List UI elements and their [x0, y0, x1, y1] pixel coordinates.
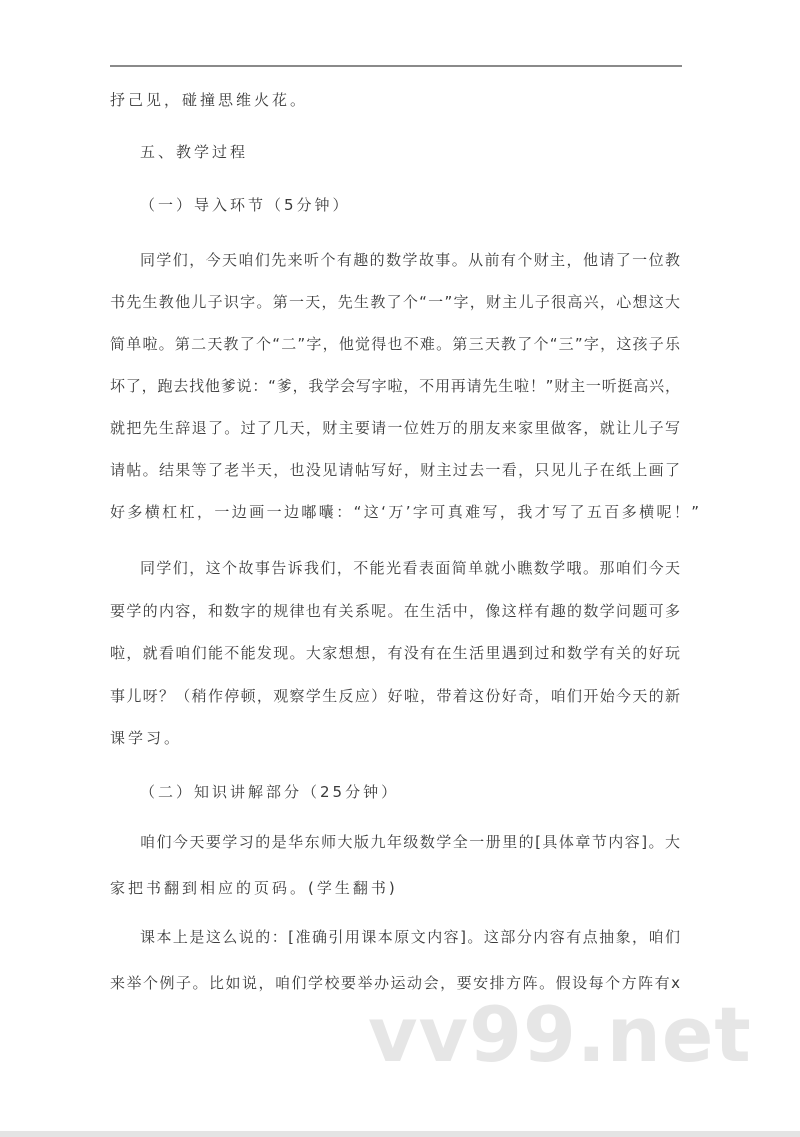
text-line: 请帖。结果等了老半天，也没见请帖写好，财主过去一看，只见儿子在纸上画了	[110, 461, 680, 479]
text-line: 简单啦。第二天教了个“二”字，他觉得也不难。第三天教了个“三”字，这孩子乐	[110, 335, 680, 353]
subsection-heading: （一）导入环节（5分钟）	[140, 196, 351, 214]
text-line: 课学习。	[110, 729, 183, 747]
text-line: 咱们今天要学习的是华东师大版九年级数学全一册里的[具体章节内容]。大	[140, 833, 680, 851]
text-line: 同学们，今天咱们先来听个有趣的数学故事。从前有个财主，他请了一位教	[140, 251, 680, 269]
header-rule	[110, 65, 682, 67]
text-line: 书先生教他儿子识字。第一天，先生教了个“一”字，财主儿子很高兴，心想这大	[110, 293, 680, 311]
page-bottom-edge	[0, 1131, 800, 1137]
text-line: 同学们，这个故事告诉我们，不能光看表面简单就小瞧数学哦。那咱们今天	[140, 559, 680, 577]
text-line: 坏了，跑去找他爹说：“爹，我学会写字啦，不用再请先生啦！”财主一听挺高兴，	[110, 377, 680, 395]
text-line: 啦，就看咱们能不能发现。大家想想，有没有在生活里遇到过和数学有关的好玩	[110, 644, 680, 662]
watermark: vv99.net	[368, 990, 752, 1079]
text-line: 要学的内容，和数字的规律也有关系呢。在生活中，像这样有趣的数学问题可多	[110, 602, 680, 620]
text-line: 课本上是这么说的：[准确引用课本原文内容]。这部分内容有点抽象，咱们	[140, 928, 680, 946]
text-line: 抒己见，碰撞思维火花。	[110, 91, 309, 109]
subsection-heading: （二）知识讲解部分（25分钟）	[140, 783, 400, 801]
text-line: 好多横杠杠，一边画一边嘟囔：“这‘万’字可真难写，我才写了五百多横呢！”	[110, 503, 702, 521]
text-line: 家把书翻到相应的页码。(学生翻书)	[110, 879, 398, 897]
text-line: 事儿呀？（稍作停顿，观察学生反应）好啦，带着这份好奇，咱们开始今天的新	[110, 687, 680, 705]
section-heading: 五、教学过程	[140, 143, 249, 161]
text-line: 来举个例子。比如说，咱们学校要举办运动会，要安排方阵。假设每个方阵有x	[110, 974, 680, 992]
text-line: 就把先生辞退了。过了几天，财主要请一位姓万的朋友来家里做客，就让儿子写	[110, 419, 680, 437]
